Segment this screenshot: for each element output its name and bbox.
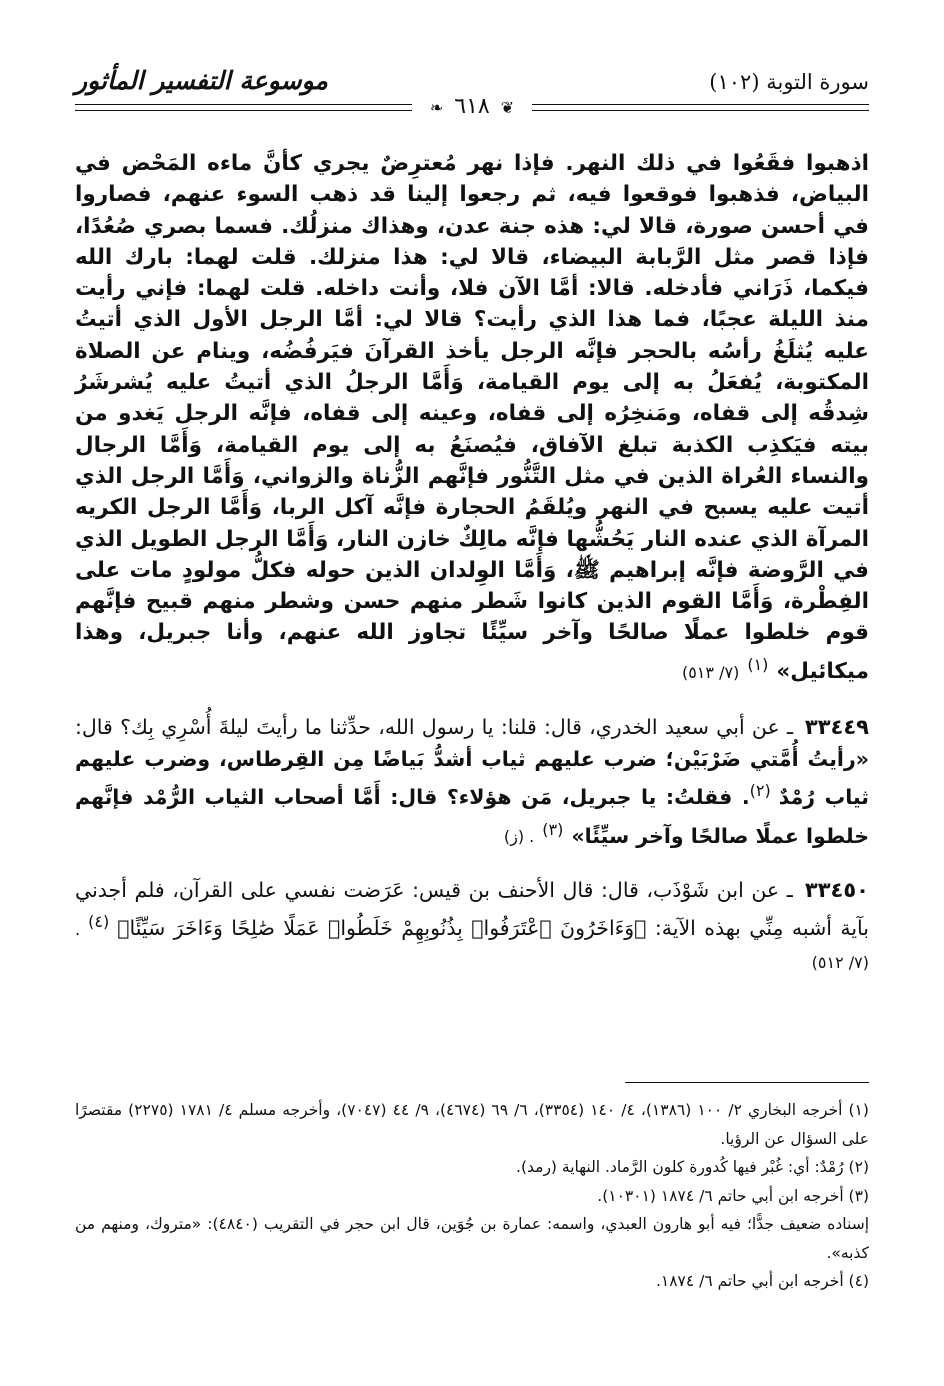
paragraph-quote: «رأيتُ أُمَّتي ضَرْبَيْن؛ ضرب عليهم ثياب أشدُّ بَياضًا مِن القِرطاس، وضرب عليهم ثياب رُمْدٌ	[75, 746, 869, 810]
footnote-1: (١) أخرجه البخاري ٢/ ١٠٠ (١٣٨٦)، ٤/ ١٤٠ (٣٣٥٤)، ٦/ ٦٩ (٤٦٧٤)، ٩/ ٤٤ (٧٠٤٧)، وأخرجه مسلم ٤/ ١٧٨١ (٢٢٧٥) مقتصرًا على السؤال عن الرؤيا.	[75, 1101, 869, 1148]
page-number: ٦١٨	[454, 94, 490, 119]
footnote-marker: (١)	[747, 654, 769, 674]
surah-header: سورة التوبة (١٠٢)	[709, 70, 869, 94]
paragraph-hadith-continuation	[75, 148, 869, 688]
ornament-icon: ❧	[429, 98, 444, 117]
footnote-3: (٣) أخرجه ابن أبي حاتم ٦/ ١٨٧٤ (١٠٣٠١).	[597, 1186, 869, 1205]
footnote-4: (٤) أخرجه ابن أبي حاتم ٦/ ١٨٧٤.	[655, 1272, 869, 1290]
volume-reference: . (ز)	[503, 827, 535, 847]
ornament-icon: ❦	[500, 98, 515, 117]
paragraph-33450	[75, 875, 869, 978]
paragraph-33449	[75, 712, 869, 853]
footnote-marker: (٣)	[542, 819, 564, 839]
main-text	[75, 148, 869, 978]
page-number-box	[412, 94, 532, 119]
footnote-marker: (٢)	[749, 781, 771, 801]
footnote-marker: (٤)	[88, 912, 110, 932]
hadith-number: ٣٣٤٤٩	[804, 715, 869, 740]
paragraph-intro: ـ عن أبي سعيد الخدري، قال: قلنا: يا رسول الله، حدِّثنا ما رأيتَ ليلةَ أُسْرِي بِك؟ قال:	[75, 715, 794, 740]
paragraph-text: ـ عن ابن شَوْذَب، قال: قال الأحنف بن قيس: عَرَضت نفسي على القرآن، فلم أجدني بآية أشبه مِنِّي بهذه الآية: ﴿وَءَاخَرُونَ ٱعْتَرَفُوا۟ بِذُنُوبِهِمْ خَلَطُوا۟ عَمَلًا صَٰلِحًا وَءَاخَرَ سَيِّئًا﴾	[75, 877, 869, 941]
hadith-number: ٣٣٤٥٠	[804, 877, 869, 902]
paragraph-quote-cont: . فقلتُ: يا جبريل، مَن هؤلاء؟ قال: أَمَّا أصحاب الثياب الرُّمْد فإنَّهم خلطوا عملًا صالحًا وآخر سيِّئًا»	[75, 785, 869, 848]
paragraph-text: اذهبوا فقَعُوا في ذلك النهر. فإذا نهر مُعترِضٌ يجري كأنَّ ماءه المَحْض في البياض، فذهبوا فوقعوا فيه، ثم رجعوا إلينا قد ذهب السوء عنهم، فصاروا في أحسن صورة، قالا لي: هذه جنة عدن، وهذاك منزلُك. فسما بصري صُعُدًا، فإذا قصر مثل الرَّبابة البيضاء، قالا لي: هذا منزلك. قلت لهما: بارك الله فيكما، ذَرَاني فأدخله. قالا: أمَّا الآن فلا، وأنت داخله. قلت لهما: فإني رأيت منذ الليلة عجبًا، فما هذا الذي رأيت؟ قالا لي: أمَّا الرجل الأول الذي أتيتُ عليه يُثلَغُ رأسُه بالحجر فإنَّه الرجل يأخذ القرآنَ فيَرفُضُه، وينام عن الصلاة المكتوبة، يُفعَلُ به إلى يوم القيامة، وَأَمَّا الرجلُ الذي أتيتُ عليه يُشرشَرُ شِدقُه إلى قفاه، ومَنخِرُه إلى قفاه، وعينه إلى قفاه، فإنَّه الرجل يَغدو من بيته فيَكذِب الكذبة تبلغ الآفاق، فيُصنَعُ به إلى يوم القيامة، وَأَمَّا الرجال والنساء العُراة الذين في مثل التَّنُّور فإنَّهم الزُّناة والزواني، وَأَمَّا الرجل الذي أتيت عليه يسبح في النهر ويُلقَمُ الحجارة فإنَّه آكل الربا، وَأَمَّا الرجل الكريه المرآة الذي عنده النار يَحُشُّها فإنَّه مالِكٌ خازن النار، وَأَمَّا الرجل الطويل الذي في الرَّوضة فإنَّه إبراهيم ﷺ، وَأَمَّا الوِلدان الذين حوله فكلُّ مولودٍ مات على الفِطْرة، وَأَمَّا القوم الذين كانوا شَطر منهم حسن وشطر منهم قبيح فإنَّهم قوم خلطوا عملًا صالحًا وآخر سيِّئًا تجاوز الله عنهم، وأنا جبريل، وهذا ميكائيل»	[75, 151, 869, 684]
volume-reference: (٧/ ٥١٣)	[681, 662, 740, 682]
footnote-3-note: إسناده ضعيف جدًّا؛ فيه أبو هارون العبدي، واسمه: عمارة بن جُوَين، قال ابن حجر في التقريب (٤٨٤٠): «متروك، ومنهم من كذبه».	[75, 1215, 869, 1262]
volume-reference: . (٧/ ٥١٢)	[75, 920, 869, 972]
footnote-2: (٢) رُمْدٌ: أي: غُبْر فيها كُدورة كلون الرَّماد. النهاية (رمد).	[516, 1158, 869, 1176]
footnotes	[75, 1096, 869, 1296]
footnote-separator	[625, 1082, 869, 1083]
book-title: موسوعة التفسير المأثور	[75, 66, 328, 95]
